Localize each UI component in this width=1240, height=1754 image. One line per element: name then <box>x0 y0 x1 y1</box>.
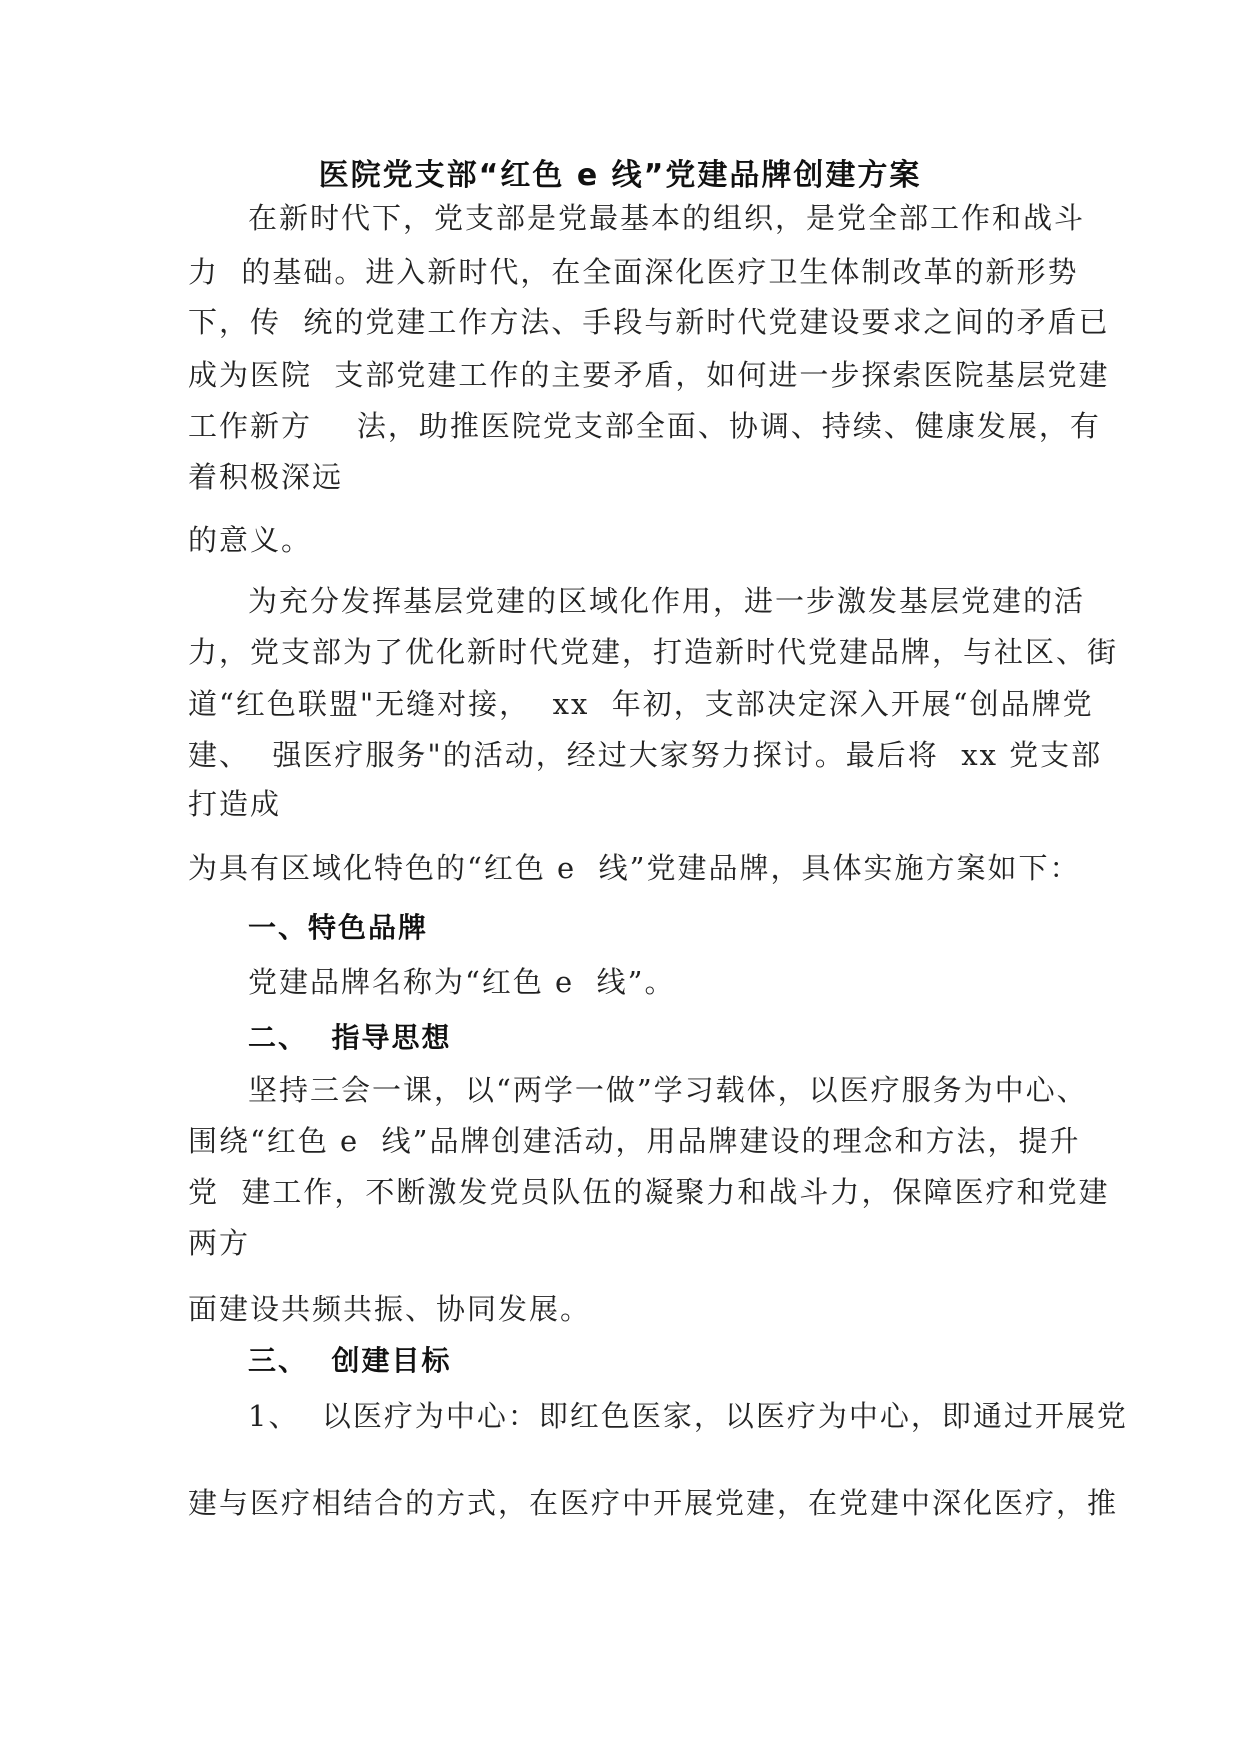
paragraph-line: 在新时代下，党支部是党最基本的组织，是党全部工作和战斗 <box>248 201 1086 235</box>
paragraph-line: 下，传 统的党建工作方法、手段与新时代党建设要求之间的矛盾已 <box>188 305 1110 339</box>
paragraph-line: 道“红色联盟"无缝对接， xx 年初，支部决定深入开展“创品牌党 <box>188 687 1094 721</box>
paragraph-line: 着积极深远 <box>188 460 344 494</box>
paragraph-line: 力 的基础。进入新时代，在全面深化医疗卫生体制改革的新形势 <box>188 255 1079 289</box>
document-title: 医院党支部“红色 e 线”党建品牌创建方案 <box>318 158 922 193</box>
list-item: 1、 以医疗为中心：即红色医家，以医疗为中心，即通过开展党 <box>248 1399 1128 1433</box>
section-heading: 一、特色品牌 <box>248 911 429 944</box>
paragraph-line: 力，党支部为了优化新时代党建，打造新时代党建品牌，与社区、街 <box>188 635 1119 669</box>
paragraph-line: 建、 强医疗服务"的活动，经过大家努力探讨。最后将 xx 党支部 <box>188 738 1103 772</box>
paragraph-line: 为充分发挥基层党建的区域化作用，进一步激发基层党建的活 <box>248 584 1086 618</box>
section-heading: 三、 创建目标 <box>248 1344 452 1377</box>
paragraph-line: 工作新方 法，助推医院党支部全面、协调、持续、健康发展，有 <box>188 409 1101 443</box>
paragraph-line: 成为医院 支部党建工作的主要矛盾，如何进一步探索医院基层党建 <box>188 358 1110 392</box>
paragraph-line: 围绕“红色 e 线”品牌创建活动，用品牌建设的理念和方法，提升 <box>188 1124 1081 1158</box>
paragraph-line: 坚持三会一课，以“两学一做”学习载体，以医疗服务为中心、 <box>248 1073 1088 1107</box>
paragraph-line: 面建设共频共振、协同发展。 <box>188 1292 592 1326</box>
paragraph-line: 党 建工作，不断激发党员队伍的凝聚力和战斗力，保障医疗和党建 <box>188 1175 1110 1209</box>
paragraph-line: 的意义。 <box>188 523 313 557</box>
paragraph-line: 打造成 <box>188 787 282 821</box>
paragraph-line: 为具有区域化特色的“红色 e 线”党建品牌，具体实施方案如下： <box>188 851 1081 885</box>
paragraph-line: 建与医疗相结合的方式，在医疗中开展党建，在党建中深化医疗，推 <box>188 1486 1119 1520</box>
section-heading: 二、 指导思想 <box>248 1021 452 1054</box>
paragraph-line: 两方 <box>188 1226 251 1260</box>
paragraph-line: 党建品牌名称为“红色 e 线”。 <box>248 965 676 999</box>
